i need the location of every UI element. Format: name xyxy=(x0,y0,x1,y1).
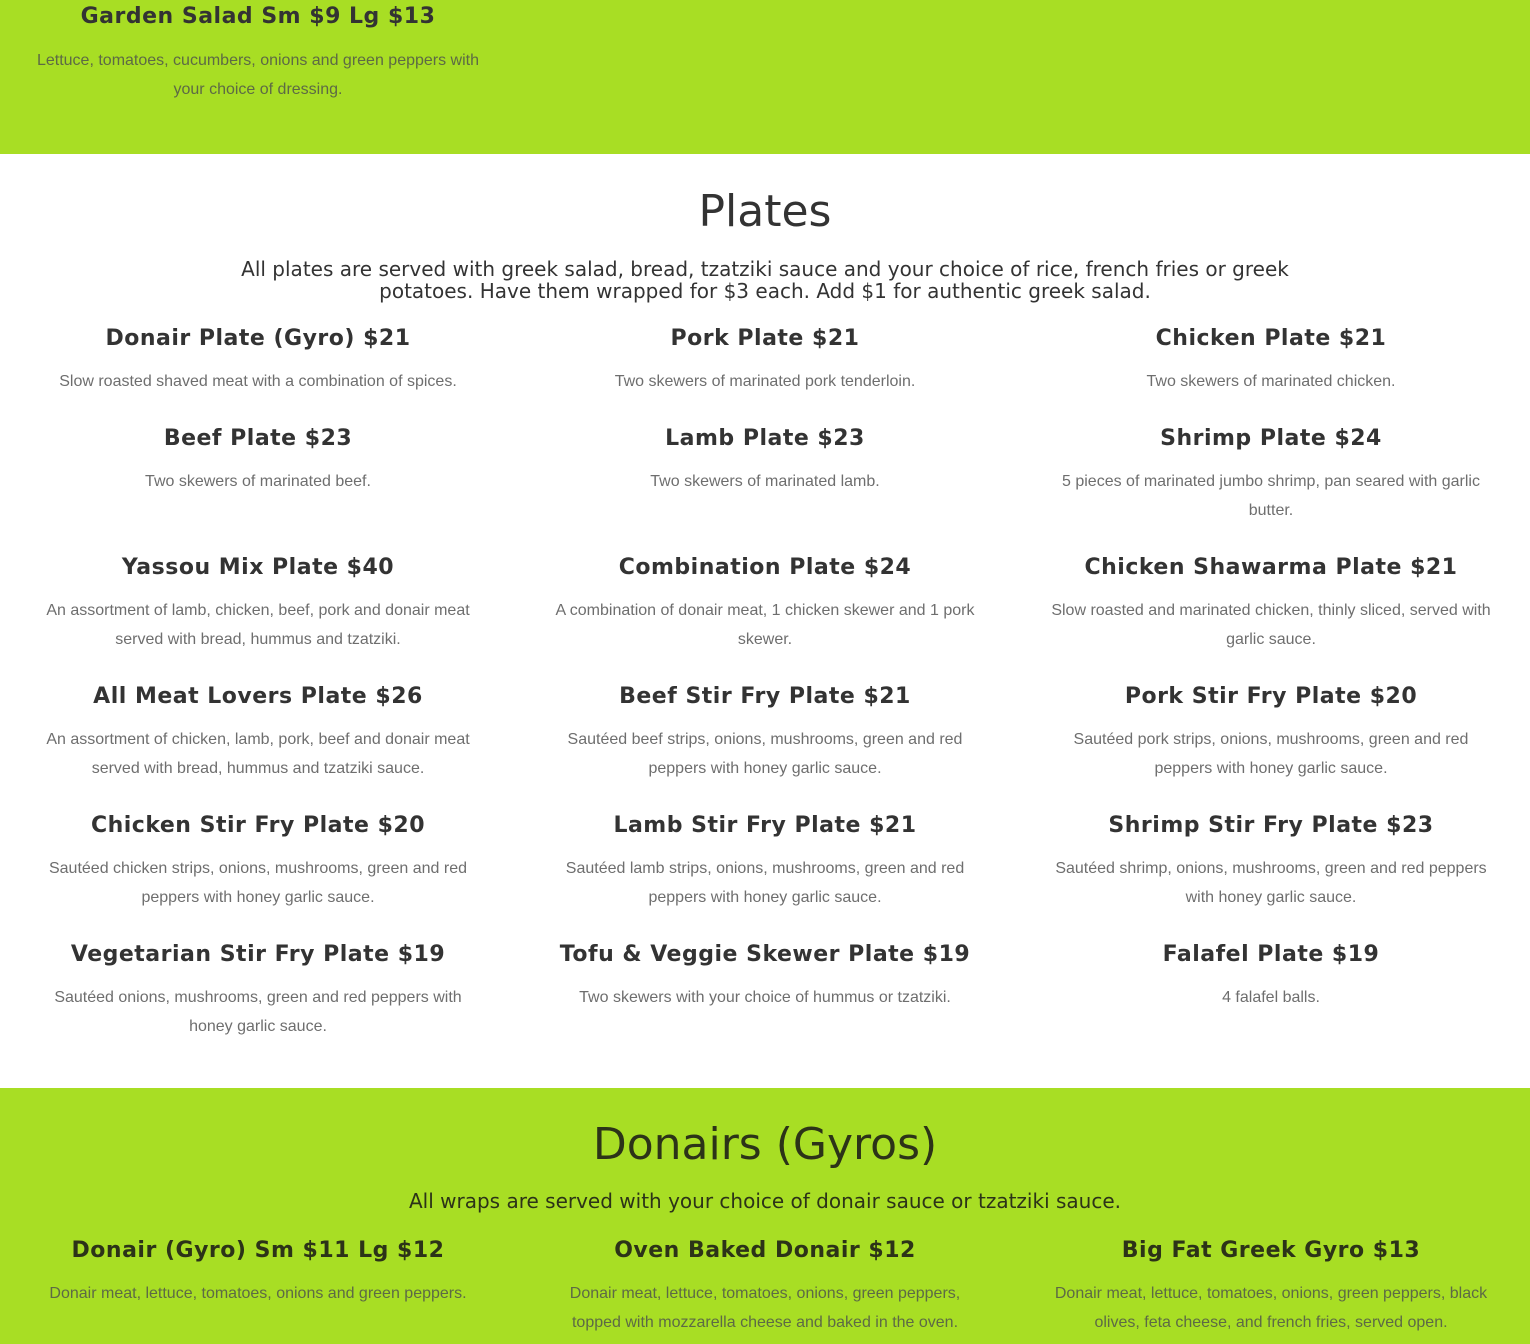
menu-item xyxy=(545,684,985,783)
menu-item-name: Beef Plate $23 xyxy=(163,426,353,451)
menu-item xyxy=(545,1238,985,1337)
menu-item xyxy=(38,426,478,496)
menu-item-name: Lamb Stir Fry Plate $21 xyxy=(613,813,917,838)
donairs-subtitle: All wraps are served with your choice of donair sauce or tzatziki sauce. xyxy=(408,1189,1121,1213)
menu-item xyxy=(545,942,985,1012)
menu-item-name: Chicken Stir Fry Plate $20 xyxy=(90,813,426,838)
menu-item-name: Big Fat Greek Gyro $13 xyxy=(1121,1238,1421,1263)
menu-item xyxy=(1051,555,1491,654)
menu-item xyxy=(545,555,985,654)
menu-item-description: Slow roasted and marinated chicken, thinly sliced, served with garlic sauce. xyxy=(1051,602,1491,648)
menu-item-name: Pork Plate $21 xyxy=(670,326,860,351)
menu-item-description: 4 falafel balls. xyxy=(1222,989,1320,1006)
menu-item-name: Yassou Mix Plate $40 xyxy=(121,555,395,580)
menu-item-description: Two skewers of marinated beef. xyxy=(145,473,371,490)
menu-item xyxy=(38,1238,478,1308)
menu-item xyxy=(1051,1238,1491,1337)
menu-item-description: Sautéed shrimp, onions, mushrooms, green and red peppers with honey garlic sauce. xyxy=(1055,860,1487,906)
menu-item-description: An assortment of lamb, chicken, beef, pork and donair meat served with bread, hummus and tzatziki. xyxy=(46,602,470,648)
menu-item-description: An assortment of chicken, lamb, pork, beef and donair meat served with bread, hummus and tzatziki sauce. xyxy=(46,731,470,777)
menu-item xyxy=(1051,942,1491,1012)
menu-item-name: Chicken Shawarma Plate $21 xyxy=(1084,555,1458,580)
menu-item-name: Pork Stir Fry Plate $20 xyxy=(1124,684,1418,709)
menu-item xyxy=(38,813,478,912)
plates-section xyxy=(0,154,1530,1088)
menu-item-garden-salad xyxy=(28,4,488,104)
menu-item-name: Garden Salad Sm $9 Lg $13 xyxy=(80,4,436,29)
menu-item-name: Falafel Plate $19 xyxy=(1162,942,1380,967)
menu-item-name: Vegetarian Stir Fry Plate $19 xyxy=(70,942,446,967)
menu-item xyxy=(1051,813,1491,912)
menu-item xyxy=(38,555,478,654)
menu-item-description: Two skewers of marinated pork tenderloin. xyxy=(614,373,916,390)
plates-title: Plates xyxy=(698,186,832,237)
menu-item-name: Donair Plate (Gyro) $21 xyxy=(105,326,411,351)
menu-item xyxy=(38,326,478,396)
menu-item-description: Slow roasted shaved meat with a combination of spices. xyxy=(59,373,457,390)
menu-item-name: Shrimp Plate $24 xyxy=(1160,426,1382,451)
menu-item-name: Shrimp Stir Fry Plate $23 xyxy=(1108,813,1434,838)
menu-item-name: Donair (Gyro) Sm $11 Lg $12 xyxy=(71,1238,445,1263)
menu-item-description: Two skewers of marinated lamb. xyxy=(650,473,880,490)
menu-item-description: Sautéed beef strips, onions, mushrooms, green and red peppers with honey garlic sauce. xyxy=(567,731,963,777)
menu-item-name: Chicken Plate $21 xyxy=(1155,326,1387,351)
donairs-title: Donairs (Gyros) xyxy=(592,1119,938,1170)
menu-item-name: Oven Baked Donair $12 xyxy=(614,1238,916,1263)
menu-item-description: A combination of donair meat, 1 chicken skewer and 1 pork skewer. xyxy=(555,602,975,648)
menu-item-name: Lamb Plate $23 xyxy=(665,426,865,451)
menu-item-description: Sautéed onions, mushrooms, green and red peppers with honey garlic sauce. xyxy=(54,989,462,1035)
menu-item xyxy=(545,326,985,396)
menu-item-name: Tofu & Veggie Skewer Plate $19 xyxy=(559,942,971,967)
menu-item-description: Two skewers of marinated chicken. xyxy=(1146,373,1396,390)
menu-item-description: Sautéed pork strips, onions, mushrooms, green and red peppers with honey garlic sauce. xyxy=(1073,731,1469,777)
donairs-section xyxy=(0,1088,1530,1344)
menu-item-description: Sautéed lamb strips, onions, mushrooms, green and red peppers with honey garlic sauce. xyxy=(565,860,965,906)
menu-item-description: Sautéed chicken strips, onions, mushrooms, green and red peppers with honey garlic sauce. xyxy=(48,860,467,906)
menu-item-description: Donair meat, lettuce, tomatoes, onions and green peppers. xyxy=(49,1285,467,1302)
menu-item-description: 5 pieces of marinated jumbo shrimp, pan seared with garlic butter. xyxy=(1062,473,1480,519)
menu-item-description: Two skewers with your choice of hummus or tzatziki. xyxy=(579,989,951,1006)
menu-item-description: Donair meat, lettuce, tomatoes, onions, green peppers, topped with mozzarella cheese and baked in the oven. xyxy=(569,1285,961,1331)
salads-section-tail xyxy=(0,0,1530,154)
menu-item-name: Beef Stir Fry Plate $21 xyxy=(619,684,911,709)
menu-item xyxy=(1051,684,1491,783)
menu-item-description: Lettuce, tomatoes, cucumbers, onions and green peppers with your choice of dressing. xyxy=(36,52,480,98)
menu-item xyxy=(1051,426,1491,525)
menu-item xyxy=(38,942,478,1041)
plates-subtitle: All plates are served with greek salad, bread, tzatziki sauce and your choice of rice, french fries or greek potatoes. Have them wrapped for $3 each. Add $1 for authentic greek salad. xyxy=(241,257,1289,303)
menu-item-name: All Meat Lovers Plate $26 xyxy=(93,684,423,709)
menu-item xyxy=(38,684,478,783)
menu-item xyxy=(1051,326,1491,396)
menu-item xyxy=(545,813,985,912)
menu-item-name: Combination Plate $24 xyxy=(618,555,912,580)
menu-item xyxy=(545,426,985,496)
menu-item-description: Donair meat, lettuce, tomatoes, onions, green peppers, black olives, feta cheese, and french fries, served open. xyxy=(1054,1285,1488,1331)
